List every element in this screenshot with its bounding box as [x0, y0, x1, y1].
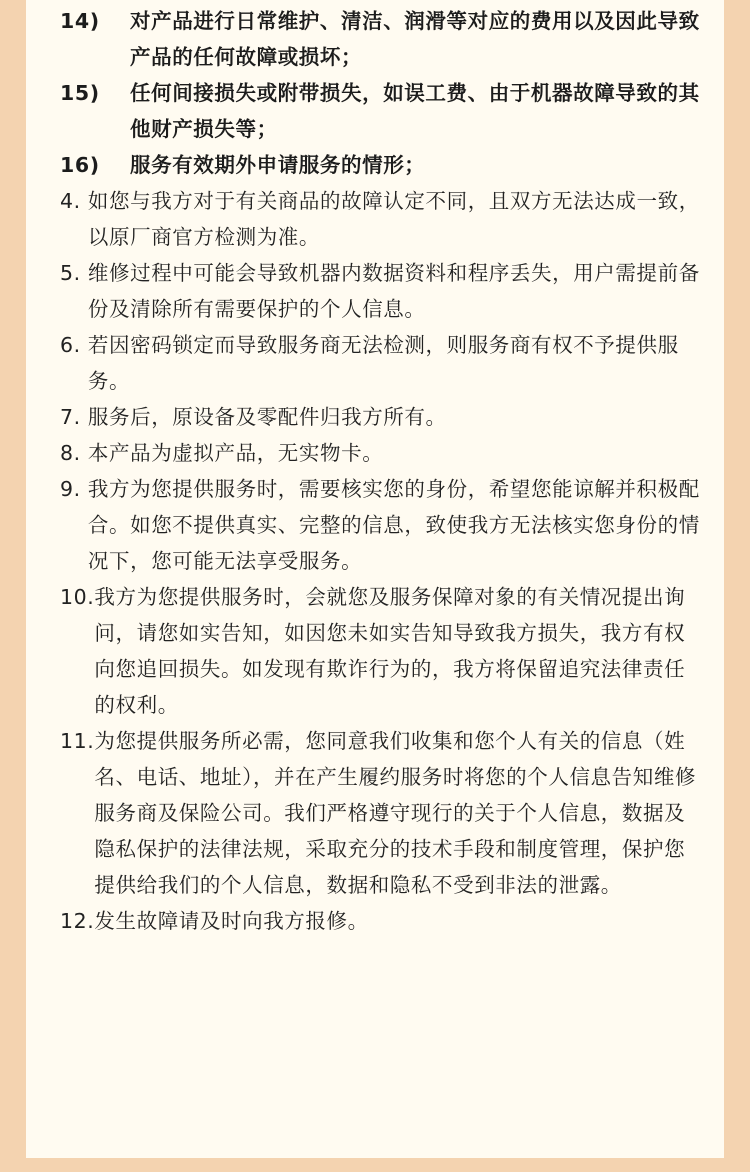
term-text: 对产品进行日常维护、清洁、润滑等对应的费用以及因此导致产品的任何故障或损坏；	[130, 9, 700, 69]
term-text: 服务有效期外申请服务的情形；	[130, 153, 426, 177]
term-text: 服务后，原设备及零配件归我方所有。	[87, 405, 447, 429]
term-number: 9.	[60, 477, 88, 501]
term-item-10	[60, 579, 700, 723]
term-item-16	[60, 147, 700, 183]
term-number: 11.	[60, 729, 95, 753]
term-number: 8.	[60, 441, 88, 465]
term-item-12	[60, 903, 700, 939]
term-number: 6.	[60, 333, 88, 357]
term-text: 如您与我方对于有关商品的故障认定不同，且双方无法达成一致，以原厂商官方检测为准。	[87, 189, 700, 249]
term-number: 12.	[60, 909, 95, 933]
term-text: 维修过程中可能会导致机器内数据资料和程序丢失，用户需提前备份及清除所有需要保护的个人信息。	[87, 261, 700, 321]
term-item-7	[60, 399, 700, 435]
term-number: 10.	[60, 585, 95, 609]
term-number: 5.	[60, 261, 88, 285]
term-text: 本产品为虚拟产品，无实物卡。	[87, 441, 384, 465]
term-number: 14)	[60, 9, 100, 33]
term-item-15	[60, 75, 700, 147]
term-text: 若因密码锁定而导致服务商无法检测，则服务商有权不予提供服务。	[87, 333, 679, 393]
terms-card	[26, 0, 724, 1158]
term-text: 为您提供服务所必需，您同意我们收集和您个人有关的信息（姓名、电话、地址），并在产生履约服务时将您的个人信息告知维修服务商及保险公司。我们严格遵守现行的关于个人信息，数据及隐私保护的法律法规，采取充分的技术手段和制度管理，保护您提供给我们的个人信息，数据和隐私不受到非法的泄露。	[94, 729, 697, 897]
term-text: 发生故障请及时向我方报修。	[94, 909, 369, 933]
term-text: 我方为您提供服务时，会就您及服务保障对象的有关情况提出询问，请您如实告知，如因您未如实告知导致我方损失，我方有权向您追回损失。如发现有欺诈行为的，我方将保留追究法律责任的权利。	[94, 585, 686, 717]
term-item-9	[60, 471, 700, 579]
term-number: 4.	[60, 189, 88, 213]
term-number: 16)	[60, 153, 100, 177]
term-item-6	[60, 327, 700, 399]
term-text: 我方为您提供服务时，需要核实您的身份，希望您能谅解并积极配合。如您不提供真实、完整的信息，致使我方无法核实您身份的情况下，您可能无法享受服务。	[87, 477, 700, 573]
terms-list	[60, 3, 700, 939]
term-text: 任何间接损失或附带损失，如误工费、由于机器故障导致的其他财产损失等；	[130, 81, 700, 141]
term-item-14	[60, 3, 700, 75]
term-item-8	[60, 435, 700, 471]
term-number: 7.	[60, 405, 88, 429]
term-number: 15)	[60, 81, 100, 105]
term-item-5	[60, 255, 700, 327]
term-item-4	[60, 183, 700, 255]
term-item-11	[60, 723, 700, 903]
